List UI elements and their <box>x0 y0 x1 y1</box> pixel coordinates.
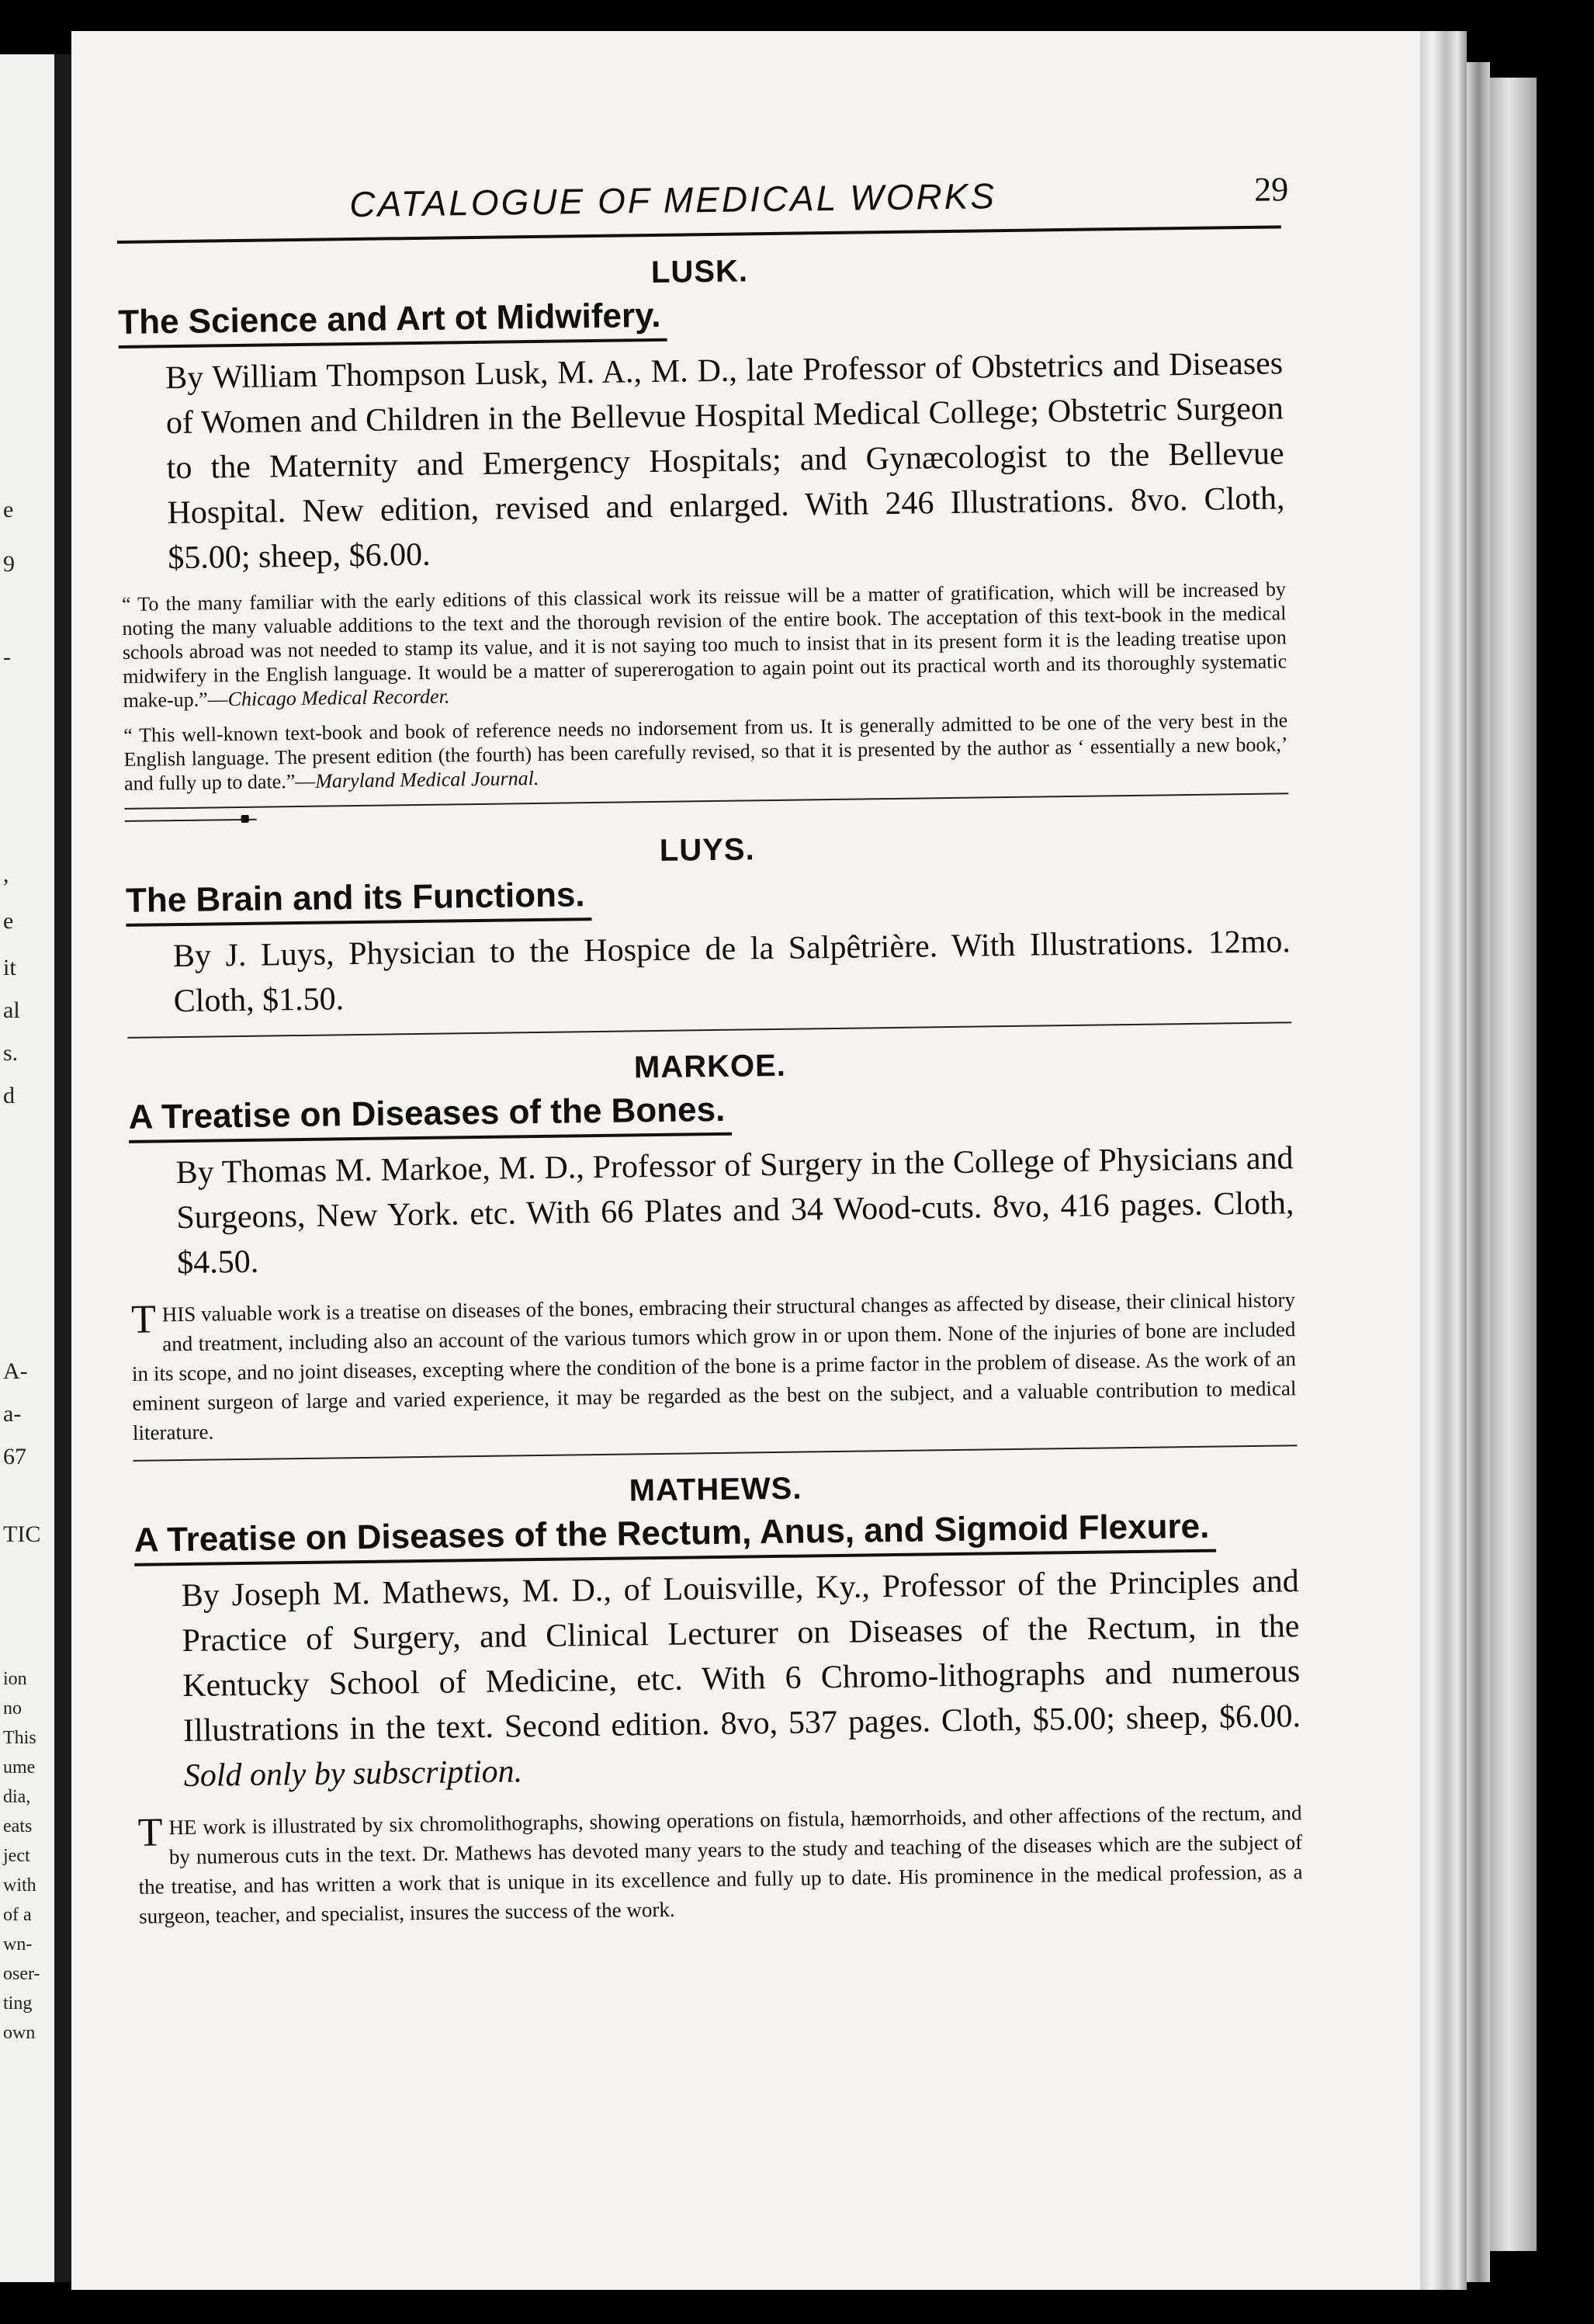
page-edge <box>1490 78 1537 2251</box>
running-title: CATALOGUE OF MEDICAL WORKS <box>348 175 997 225</box>
entry-description: By William Thompson Lusk, M. A., M. D., late Professor of Obstetrics and Diseases of Women and Children in the Bellevue Hospital Medical College; Obstetric Surgeon to the Maternity and Emergency Hospitals; and Gynæcologist to the Bellevue Hospital. New edition, revised and enlarged. With 246 Illustrations. 8vo. Cloth, $5.00; sheep, $6.00. <box>165 345 1285 577</box>
fragment: e <box>3 908 14 934</box>
quote-source: Maryland Medical Journal. <box>315 766 539 793</box>
ornament-rule <box>125 819 257 822</box>
review-quote <box>122 577 1287 713</box>
drop-cap: T <box>137 1810 163 1855</box>
entry-separator <box>124 793 1288 810</box>
fragment: it <box>3 955 16 980</box>
page-content <box>116 171 1303 1930</box>
fragment: ume <box>3 1757 36 1778</box>
entry-mathews <box>133 1465 1303 1931</box>
entry-separator <box>127 1022 1291 1039</box>
fragment: A- <box>3 1358 28 1384</box>
entry-author: LUSK. <box>650 254 749 290</box>
entry-author: MARKOE. <box>633 1048 787 1085</box>
review-quote <box>123 708 1288 796</box>
fragment: wn- <box>3 1934 33 1955</box>
entry-description: By J. Luys, Physician to the Hospice de la Salpêtrière. With Illustrations. 12mo. Cloth, $1.50. <box>172 924 1291 1020</box>
paragraph-text: HE work is illustrated by six chromolithographs, showing operations on fistula, hæmorrhoids, and other affections of the rectum, and by numerous cuts in the text. Dr. Mathews has devoted many years to the study and teaching of the diseases which are the subject of the treatise, and has written a work that is unique in its excellence and fully up to date. His prominence in the medical profession, as a surgeon, teacher, and specialist, insures the success of the work. <box>138 1801 1303 1928</box>
entry-luys <box>125 825 1291 1039</box>
fragment: ject <box>3 1846 30 1866</box>
fragment: s. <box>3 1040 19 1066</box>
entry-separator <box>133 1445 1297 1462</box>
fragment: no <box>3 1698 22 1719</box>
entry-title: The Brain and its Functions. <box>126 876 591 927</box>
fragment: , <box>3 862 9 887</box>
entry-author: MATHEWS. <box>629 1471 802 1508</box>
fragment: TIC <box>3 1521 41 1547</box>
fragment: with <box>3 1875 36 1896</box>
entry-author: LUYS. <box>659 832 755 868</box>
left-page-fragments <box>0 54 54 2282</box>
fragment: of a <box>3 1905 32 1925</box>
paragraph-text: HIS valuable work is a treatise on diseases of the bones, embracing their structural changes as affected by disease, their clinical history and treatment, including also an account of the various tumors which grow in or upon them. None of the injuries of bone are included in its scope, and no joint diseases, excepting where the condition of the bone is a prime factor in the problem of disease. As the work of an eminent surgeon of large and varied experience, it may be regarded as the best on the subject, and a valuable contribution to medical literature. <box>131 1288 1297 1445</box>
fragment: 67 <box>3 1444 26 1469</box>
fragment: a- <box>3 1401 22 1427</box>
gutter <box>54 54 71 2282</box>
fragment: oser- <box>3 1964 40 1984</box>
drop-cap: T <box>130 1297 157 1342</box>
quote-source: Chicago Medical Recorder. <box>227 685 450 711</box>
page-edge <box>1467 62 1490 2282</box>
entry-description <box>181 1559 1301 1798</box>
entry-description: By Thomas M. Markoe, M. D., Professor of Surgery in the College of Physicians and Surgeons, New York. etc. With 66 Plates and 34 Wood-cuts. 8vo, 416 pages. Cloth, $4.50. <box>175 1140 1294 1282</box>
fragment: d <box>3 1083 15 1108</box>
quote-text: “ To the many familiar with the early editions of this classical work its reissue will be a matter of gratification, which will be increased by noting the many valuable additions to the text and the thorough revision of the entire book. The acceptation of this text-book in the medical schools abroad was not needed to stamp its value, and it is not saying too much to insist that in its present form it is the leading treatise upon midwifery in the English language. It would be a matter of supererogation to again point out its practical worth and its thoroughly systematic make-up.”— <box>121 578 1287 712</box>
fragment: ion <box>3 1669 27 1689</box>
fragment: ting <box>3 1993 33 2014</box>
entry-lusk <box>117 247 1288 822</box>
fragment: - <box>3 644 11 670</box>
entry-markoe <box>128 1042 1298 1462</box>
entry-paragraph <box>137 1798 1303 1931</box>
fragment: own <box>3 2023 36 2043</box>
fragment: This <box>3 1728 36 1748</box>
subscription-note: Sold only by subscription. <box>183 1753 523 1795</box>
fragment: al <box>3 997 20 1023</box>
page-number: 29 <box>1253 170 1289 209</box>
page-edge <box>1420 31 1467 2290</box>
entry-paragraph <box>131 1285 1297 1448</box>
fragment: dia, <box>3 1787 31 1807</box>
entry-title: The Science and Art ot Midwifery. <box>118 297 667 349</box>
left-page-edge <box>0 54 54 2282</box>
entry-title: A Treatise on Diseases of the Bones. <box>128 1091 731 1143</box>
quote-text: “ This well-known text-book and book of reference needs no indorsement from us. It is generally admitted to be one of the very best in the English language. The present edition (the fourth) has been carefully revised, so that it is presented by the author as ‘ essentially a new book,’ and fully up to date.”— <box>123 709 1288 795</box>
fragment: eats <box>3 1816 33 1837</box>
entry-title: A Treatise on Diseases of the Rectum, Anus, and Sigmoid Flexure. <box>134 1507 1216 1566</box>
description-text: By Joseph M. Mathews, M. D., of Louisville, Ky., Professor of the Principles and Practice of Surgery, and Clinical Lecturer on Diseases of the Rectum, in the Kentucky School of Medicine, etc. With 6 Chromo-lithographs and numerous Illustrations in the text. Second edition. 8vo, 537 pages. Cloth, $5.00; sheep, $6.00. <box>181 1563 1301 1750</box>
fragment: 9 <box>3 551 15 577</box>
fragment: e <box>3 497 14 522</box>
